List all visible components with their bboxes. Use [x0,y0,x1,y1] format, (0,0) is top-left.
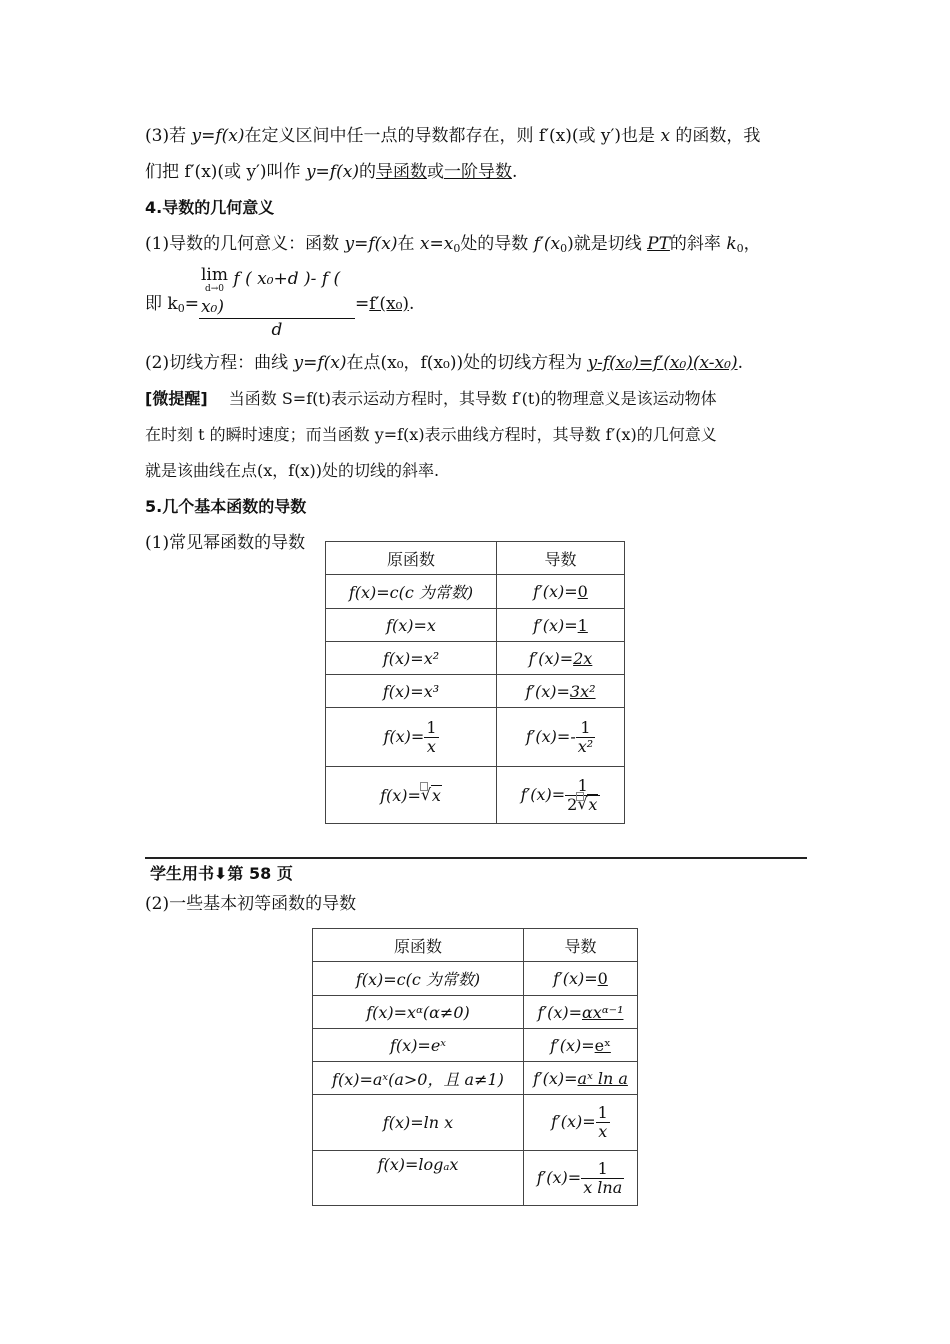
table-header: 原函数 [326,542,497,575]
text: 或 [426,162,444,182]
text: 叫作 [266,162,306,182]
answer-blank: 0 [577,582,588,601]
function-cell: f(x)=ln x [382,1113,454,1132]
tip-label: [微提醒] [145,389,208,408]
derivative-prefix: f′(x)= [536,1167,582,1187]
cube-root: √ x [421,786,442,805]
answer-blank: 3x² [569,681,596,701]
elementary-function-table [312,928,638,1206]
tip-box [145,381,805,489]
page-reference: 学生用书⬇第 58 页 [150,864,293,883]
denominator: x [426,736,436,756]
text: ， [743,234,761,254]
function-cell: f(x)=x³ [382,681,440,701]
table-row [313,996,638,1029]
function-cell: f(x)=c(c 为常数) [355,970,481,989]
text: 们把 [145,162,185,182]
subheading-1: (1)常见幂函数的导数 [145,533,306,553]
page-body [145,118,805,561]
answer-blank: eˣ [594,1035,611,1055]
derivative-prefix: f′(x)= [550,1035,595,1055]
derivative-prefix: f′(x)= [533,615,578,635]
text: . [409,294,415,314]
math: f′(x)(或 y′) [184,162,267,182]
table-header: 导数 [524,929,638,962]
answer-blank: 0 [597,969,608,988]
answer-blank: 2x [573,648,593,668]
table-row [313,1029,638,1062]
table-header: 原函数 [313,929,524,962]
limit-fraction [199,265,355,341]
subscript: 0 [453,242,461,255]
fraction [424,719,438,756]
text: )就是切线 [567,234,648,254]
subscript: 0 [736,242,744,255]
table-row [313,1095,638,1151]
text: 在定义区间中任一点的导数都存在，则 [244,126,539,146]
text: 也是 [621,126,661,146]
radicand: x [588,794,598,814]
answer-blank: y-f(x₀)=f′(x₀)(x-x₀) [587,353,738,373]
denominator-coefficient: 2 [567,794,578,814]
derivative-prefix: f′(x)= [537,1002,582,1022]
math: k [726,234,737,254]
denominator: x² [577,736,594,756]
tip-line: 当函数 S=f(t)表示运动方程时，其导数 f′(t)的物理意义是该运动物体 [228,389,717,408]
text: . [511,162,518,182]
table-row [326,609,625,642]
table-row [313,1151,638,1206]
function-cell: f(x)=xᵅ(α≠0) [366,1002,470,1022]
table-row [326,575,625,609]
math: x=x [419,234,454,254]
text: 在点(x₀，f(x₀))处的切线方程为 [346,353,588,373]
numerator: 1 [426,717,437,737]
numerator: 1 [565,777,600,796]
math: y=f(x) [305,162,359,182]
text: 的 [358,162,376,182]
answer-blank: f′(x₀) [369,294,410,314]
text: 即 k [145,294,178,314]
fraction [576,719,595,756]
answer-blank: αxᵅ⁻¹ [581,1002,624,1022]
subheading-2: (2)一些基本初等函数的导数 [145,894,357,914]
paragraph-4-1 [145,226,805,262]
table-row [326,675,625,708]
table-row [326,708,625,767]
math: f′(x)(或 y′) [538,126,622,146]
section-heading-5: 5.几个基本函数的导数 [145,497,307,516]
radicand: x [431,785,441,805]
derivative-prefix: f′(x)= [553,969,598,988]
derivative-prefix: f′(x)= [551,1112,596,1131]
derivative-definition-formula: 即 $k_0=$ lim d→0 f ( x₀+d )- f ( x₀) d =f′(x₀). [145,265,415,340]
math: y=f(x) [293,353,347,373]
answer-blank: 1 [577,615,588,635]
function-cell: f(x)=logₐx [377,1155,459,1174]
derivative-prefix: f′(x)= [528,648,574,668]
derivative-prefix: f′(x)=- [525,726,576,746]
text: 的斜率 [669,234,727,254]
text: . [737,353,743,373]
paragraph-4-2 [145,345,805,381]
math: y=f(x) [191,126,245,146]
section-heading-4: 4.导数的几何意义 [145,198,275,217]
tip-line: 就是该曲线在点(x，f(x))处的切线的斜率. [145,461,440,480]
numerator: f ( x₀+d )- f ( x₀) [200,269,341,317]
text: 在 [397,234,420,254]
text: = [184,294,199,314]
limit-symbol: lim [200,265,228,285]
fraction [596,1104,610,1141]
subscript: 0 [177,302,185,315]
answer-blank: PT [647,234,670,254]
subscript: 0 [560,242,568,255]
numerator: 1 [581,1160,624,1179]
table-header: 导数 [497,542,625,575]
answer-blank: aˣ ln a [577,1068,628,1088]
answer-blank: 一阶导数 [443,162,512,182]
power-function-table [325,541,625,824]
function-prefix: f(x)= [383,726,425,746]
function-cell: f(x)=c(c 为常数) [348,583,474,602]
text: (2)切线方程：曲线 [145,353,294,373]
text: 的函数，我 [670,126,761,146]
root: √ x [577,793,598,814]
table-row [313,1062,638,1095]
function-cell: f(x)=x [386,615,436,635]
function-cell: f(x)=eˣ [390,1035,446,1055]
numerator: 1 [597,1103,608,1122]
math: f′(x [533,234,561,254]
math: y=f(x) [344,234,398,254]
derivative-prefix: f′(x)= [520,784,566,804]
paragraph-3 [145,118,805,190]
math: x [660,126,671,146]
table-row [326,767,625,824]
numerator: 1 [576,719,595,738]
derivative-prefix: f′(x)= [533,1068,578,1088]
denominator: d [271,320,283,340]
section-divider [145,857,807,859]
table-row [326,642,625,675]
function-cell: f(x)=x² [382,648,440,668]
fraction [581,1160,624,1197]
derivative-prefix: f′(x)= [533,582,578,601]
function-cell: f(x)=aˣ(a>0，且 a≠1) [332,1069,504,1089]
derivative-prefix: f′(x)= [525,681,570,701]
limit-subscript: d→0 [204,284,224,294]
table-row [313,962,638,996]
text: (3)若 [145,126,192,146]
tip-line: 在时刻 t 的瞬时速度；而当函数 y=f(x)表示曲线方程时，其导数 f′(x)的几何意义 [145,425,717,444]
answer-blank: 导函数 [375,162,427,182]
denominator: x [598,1122,608,1141]
text: 处的导数 [460,234,534,254]
denominator: x lna [583,1177,623,1197]
function-prefix: f(x)= [380,785,421,805]
fraction [565,777,600,814]
text: (1)导数的几何意义：函数 [145,234,345,254]
